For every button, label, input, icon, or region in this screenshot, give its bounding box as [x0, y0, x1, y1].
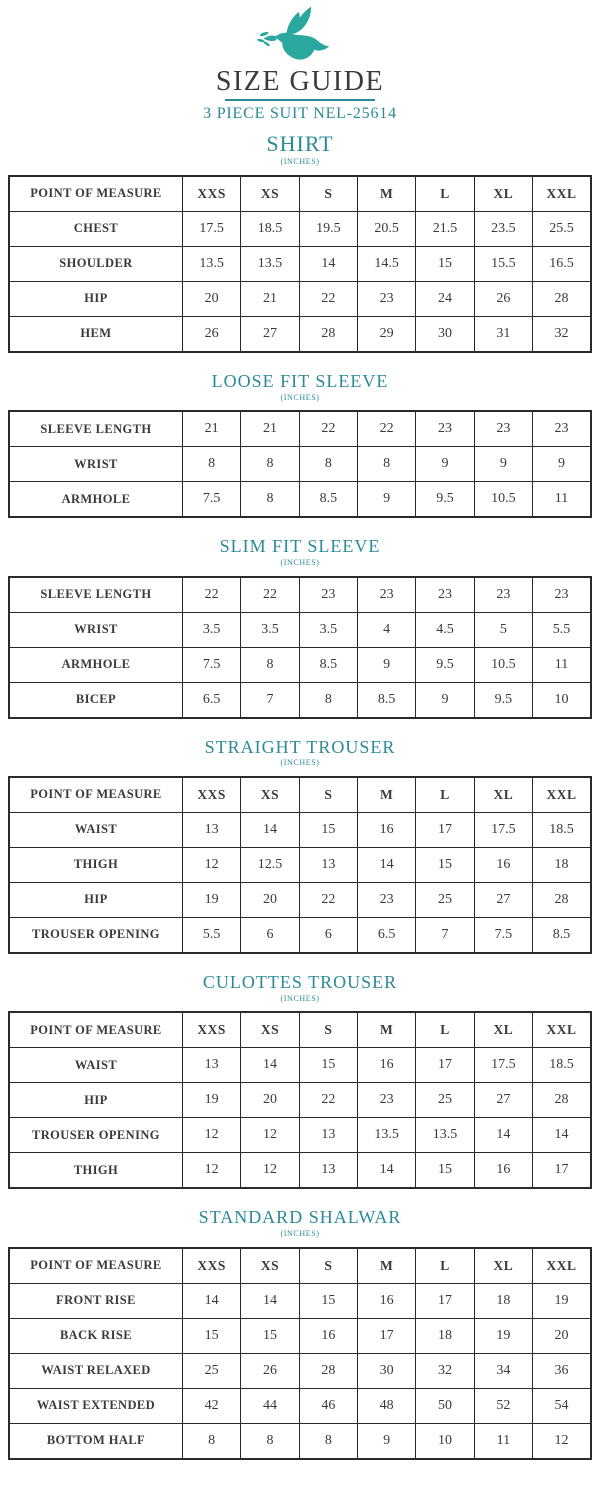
measure-value-cell: 23.5	[474, 211, 532, 246]
header	[0, 0, 600, 123]
measure-value-cell: 3.5	[182, 612, 240, 647]
measure-value-cell: 22	[299, 281, 357, 316]
measure-value-cell: 28	[533, 882, 591, 917]
measure-value-cell: 8.5	[299, 482, 357, 518]
measure-value-cell: 28	[533, 281, 591, 316]
measure-value-cell: 7.5	[182, 482, 240, 518]
measure-row	[9, 316, 591, 352]
measure-value-cell: 14.5	[358, 246, 416, 281]
measure-value-cell: 14	[241, 1283, 299, 1318]
measure-value-cell: 15	[299, 1283, 357, 1318]
measure-value-cell: 3.5	[299, 612, 357, 647]
measure-value-cell: 22	[182, 577, 240, 613]
measure-value-cell: 10.5	[474, 482, 532, 518]
measure-label-cell: SLEEVE LENGTH	[9, 577, 182, 613]
measure-value-cell: 15	[299, 812, 357, 847]
size-section	[0, 132, 600, 353]
measure-value-cell: 14	[182, 1283, 240, 1318]
section-title: SLIM FIT SLEEVE	[219, 536, 381, 557]
size-column-header-cell: XS	[241, 777, 299, 813]
measure-value-cell: 13	[182, 812, 240, 847]
section-title: STRAIGHT TROUSER	[204, 736, 396, 757]
measure-value-cell: 13	[182, 1048, 240, 1083]
measure-value-cell: 10	[416, 1423, 474, 1459]
measure-value-cell: 28	[533, 1083, 591, 1118]
size-header-row	[9, 1012, 591, 1048]
measure-value-cell: 14	[358, 847, 416, 882]
measure-row	[9, 1083, 591, 1118]
measure-label-cell: WRIST	[9, 447, 182, 482]
measure-value-cell: 23	[358, 882, 416, 917]
size-column-header-cell: XL	[474, 176, 532, 212]
measure-value-cell: 17.5	[474, 1048, 532, 1083]
measure-value-cell: 9.5	[416, 482, 474, 518]
measure-value-cell: 12.5	[241, 847, 299, 882]
measure-value-cell: 13.5	[358, 1118, 416, 1153]
size-column-header-cell: L	[416, 176, 474, 212]
measure-label-cell: WRIST	[9, 612, 182, 647]
measure-value-cell: 29	[358, 316, 416, 352]
measure-value-cell: 23	[416, 577, 474, 613]
size-table	[8, 175, 592, 353]
section-title: LOOSE FIT SLEEVE	[211, 370, 389, 391]
measure-value-cell: 20	[241, 882, 299, 917]
measure-value-cell: 11	[533, 647, 591, 682]
measure-value-cell: 20	[241, 1083, 299, 1118]
measure-value-cell: 10.5	[474, 647, 532, 682]
unit-label: (INCHES)	[280, 993, 320, 1003]
measure-value-cell: 8.5	[358, 682, 416, 718]
size-column-header-cell: L	[416, 777, 474, 813]
measure-value-cell: 9.5	[416, 647, 474, 682]
measure-value-cell: 8	[299, 682, 357, 718]
size-header-row	[9, 777, 591, 813]
measure-value-cell: 50	[416, 1388, 474, 1423]
measure-value-cell: 14	[474, 1118, 532, 1153]
measure-label-cell: THIGH	[9, 1153, 182, 1189]
measure-value-cell: 19	[474, 1318, 532, 1353]
measure-row	[9, 246, 591, 281]
measure-value-cell: 52	[474, 1388, 532, 1423]
measure-value-cell: 19	[533, 1283, 591, 1318]
measure-value-cell: 20.5	[358, 211, 416, 246]
measure-value-cell: 6.5	[358, 917, 416, 953]
measure-value-cell: 30	[358, 1353, 416, 1388]
measure-value-cell: 14	[299, 246, 357, 281]
section-title: CULOTTES TROUSER	[202, 971, 398, 992]
measure-label-cell: HIP	[9, 882, 182, 917]
measure-value-cell: 14	[241, 1048, 299, 1083]
measure-value-cell: 21	[241, 281, 299, 316]
measure-value-cell: 27	[241, 316, 299, 352]
measure-value-cell: 26	[241, 1353, 299, 1388]
measure-value-cell: 16.5	[533, 246, 591, 281]
measure-value-cell: 9	[474, 447, 532, 482]
measure-value-cell: 25	[416, 882, 474, 917]
size-column-header-cell: M	[358, 176, 416, 212]
measure-value-cell: 54	[533, 1388, 591, 1423]
measure-value-cell: 4.5	[416, 612, 474, 647]
measure-value-cell: 24	[416, 281, 474, 316]
measure-value-cell: 9	[358, 647, 416, 682]
measure-row	[9, 482, 591, 518]
measure-label-cell: ARMHOLE	[9, 482, 182, 518]
measure-label-cell: WAIST EXTENDED	[9, 1388, 182, 1423]
measure-value-cell: 9	[358, 1423, 416, 1459]
size-column-header-cell: M	[358, 777, 416, 813]
size-column-header-cell: M	[358, 1012, 416, 1048]
measure-value-cell: 6	[299, 917, 357, 953]
measure-value-cell: 22	[299, 1083, 357, 1118]
measure-row	[9, 882, 591, 917]
measure-label-cell: WAIST	[9, 1048, 182, 1083]
measure-value-cell: 30	[416, 316, 474, 352]
measure-label-cell: SHOULDER	[9, 246, 182, 281]
measure-value-cell: 9.5	[474, 682, 532, 718]
measure-value-cell: 3.5	[241, 612, 299, 647]
point-of-measure-header-cell: POINT OF MEASURE	[9, 176, 182, 212]
measure-label-cell: THIGH	[9, 847, 182, 882]
measure-value-cell: 5.5	[533, 612, 591, 647]
measure-value-cell: 8	[358, 447, 416, 482]
measure-row	[9, 1153, 591, 1189]
size-column-header-cell: XXS	[182, 1248, 240, 1284]
measure-value-cell: 22	[241, 577, 299, 613]
title-divider	[225, 99, 375, 101]
measure-row	[9, 577, 591, 613]
measure-value-cell: 12	[241, 1153, 299, 1189]
measure-value-cell: 15	[416, 246, 474, 281]
measure-label-cell: BACK RISE	[9, 1318, 182, 1353]
measure-value-cell: 23	[474, 577, 532, 613]
measure-value-cell: 12	[533, 1423, 591, 1459]
measure-value-cell: 15	[182, 1318, 240, 1353]
measure-row	[9, 1388, 591, 1423]
measure-value-cell: 48	[358, 1388, 416, 1423]
measure-value-cell: 17	[533, 1153, 591, 1189]
measure-row	[9, 612, 591, 647]
size-column-header-cell: M	[358, 1248, 416, 1284]
sections-container	[0, 132, 600, 1460]
measure-value-cell: 9	[533, 447, 591, 482]
measure-value-cell: 18.5	[533, 1048, 591, 1083]
measure-value-cell: 23	[474, 411, 532, 447]
measure-label-cell: BOTTOM HALF	[9, 1423, 182, 1459]
measure-value-cell: 22	[358, 411, 416, 447]
measure-value-cell: 27	[474, 882, 532, 917]
measure-value-cell: 8	[241, 1423, 299, 1459]
point-of-measure-header-cell: POINT OF MEASURE	[9, 1012, 182, 1048]
size-column-header-cell: XXL	[533, 1248, 591, 1284]
measure-value-cell: 26	[474, 281, 532, 316]
point-of-measure-header-cell: POINT OF MEASURE	[9, 1248, 182, 1284]
measure-value-cell: 4	[358, 612, 416, 647]
size-column-header-cell: L	[416, 1248, 474, 1284]
measure-value-cell: 11	[533, 482, 591, 518]
measure-row	[9, 917, 591, 953]
measure-value-cell: 18.5	[241, 211, 299, 246]
measure-value-cell: 8	[241, 647, 299, 682]
section-title: SHIRT	[266, 130, 334, 156]
size-table	[8, 1247, 592, 1460]
size-column-header-cell: XXL	[533, 777, 591, 813]
measure-label-cell: WAIST	[9, 812, 182, 847]
size-column-header-cell: S	[299, 777, 357, 813]
measure-value-cell: 19	[182, 1083, 240, 1118]
measure-label-cell: TROUSER OPENING	[9, 1118, 182, 1153]
measure-row	[9, 647, 591, 682]
size-column-header-cell: XL	[474, 1012, 532, 1048]
measure-value-cell: 18	[416, 1318, 474, 1353]
measure-value-cell: 36	[533, 1353, 591, 1388]
measure-label-cell: CHEST	[9, 211, 182, 246]
measure-value-cell: 17	[416, 812, 474, 847]
measure-value-cell: 13.5	[182, 246, 240, 281]
measure-value-cell: 19	[182, 882, 240, 917]
measure-label-cell: BICEP	[9, 682, 182, 718]
measure-value-cell: 25	[416, 1083, 474, 1118]
measure-row	[9, 1048, 591, 1083]
size-table	[8, 576, 592, 719]
measure-value-cell: 5	[474, 612, 532, 647]
measure-value-cell: 17	[358, 1318, 416, 1353]
measure-value-cell: 8.5	[299, 647, 357, 682]
measure-value-cell: 18	[533, 847, 591, 882]
measure-value-cell: 32	[416, 1353, 474, 1388]
measure-value-cell: 8	[299, 1423, 357, 1459]
measure-value-cell: 15	[241, 1318, 299, 1353]
measure-value-cell: 14	[358, 1153, 416, 1189]
page-title: SIZE GUIDE	[215, 66, 385, 97]
size-table	[8, 776, 592, 954]
size-table	[8, 410, 592, 518]
measure-value-cell: 7.5	[474, 917, 532, 953]
measure-label-cell: SLEEVE LENGTH	[9, 411, 182, 447]
measure-row	[9, 281, 591, 316]
measure-value-cell: 17.5	[474, 812, 532, 847]
measure-row	[9, 1423, 591, 1459]
size-column-header-cell: XXL	[533, 1012, 591, 1048]
measure-row	[9, 1283, 591, 1318]
measure-value-cell: 13.5	[241, 246, 299, 281]
measure-value-cell: 17	[416, 1048, 474, 1083]
measure-value-cell: 5.5	[182, 917, 240, 953]
measure-value-cell: 13	[299, 847, 357, 882]
measure-value-cell: 23	[358, 1083, 416, 1118]
size-column-header-cell: XXS	[182, 777, 240, 813]
measure-value-cell: 15.5	[474, 246, 532, 281]
measure-value-cell: 12	[182, 1153, 240, 1189]
measure-value-cell: 7.5	[182, 647, 240, 682]
measure-value-cell: 28	[299, 1353, 357, 1388]
measure-value-cell: 23	[533, 411, 591, 447]
size-column-header-cell: S	[299, 1012, 357, 1048]
measure-value-cell: 7	[416, 917, 474, 953]
measure-value-cell: 17.5	[182, 211, 240, 246]
size-section	[0, 738, 600, 954]
measure-value-cell: 15	[416, 847, 474, 882]
measure-value-cell: 25.5	[533, 211, 591, 246]
measure-value-cell: 26	[182, 316, 240, 352]
measure-row	[9, 1318, 591, 1353]
measure-value-cell: 16	[474, 847, 532, 882]
measure-label-cell: WAIST RELAXED	[9, 1353, 182, 1388]
size-column-header-cell: XS	[241, 1248, 299, 1284]
measure-value-cell: 8	[299, 447, 357, 482]
size-column-header-cell: XXS	[182, 176, 240, 212]
size-column-header-cell: XXS	[182, 1012, 240, 1048]
measure-value-cell: 19.5	[299, 211, 357, 246]
measure-value-cell: 16	[299, 1318, 357, 1353]
measure-value-cell: 22	[299, 882, 357, 917]
measure-label-cell: HEM	[9, 316, 182, 352]
measure-value-cell: 13.5	[416, 1118, 474, 1153]
size-column-header-cell: XL	[474, 777, 532, 813]
measure-label-cell: HIP	[9, 281, 182, 316]
measure-value-cell: 13	[299, 1118, 357, 1153]
size-table	[8, 1011, 592, 1189]
size-header-row	[9, 176, 591, 212]
measure-value-cell: 11	[474, 1423, 532, 1459]
measure-value-cell: 14	[533, 1118, 591, 1153]
size-column-header-cell: XS	[241, 1012, 299, 1048]
measure-value-cell: 8	[182, 1423, 240, 1459]
measure-row	[9, 682, 591, 718]
measure-value-cell: 9	[416, 682, 474, 718]
measure-value-cell: 31	[474, 316, 532, 352]
measure-value-cell: 22	[299, 411, 357, 447]
measure-value-cell: 16	[358, 1283, 416, 1318]
size-section	[0, 372, 600, 518]
size-section	[0, 973, 600, 1189]
measure-value-cell: 23	[358, 577, 416, 613]
measure-value-cell: 8	[241, 482, 299, 518]
measure-label-cell: HIP	[9, 1083, 182, 1118]
measure-value-cell: 14	[241, 812, 299, 847]
measure-value-cell: 28	[299, 316, 357, 352]
unit-label: (INCHES)	[280, 157, 320, 167]
unit-label: (INCHES)	[280, 557, 320, 567]
measure-value-cell: 7	[241, 682, 299, 718]
measure-value-cell: 32	[533, 316, 591, 352]
measure-value-cell: 16	[474, 1153, 532, 1189]
measure-value-cell: 46	[299, 1388, 357, 1423]
point-of-measure-header-cell: POINT OF MEASURE	[9, 777, 182, 813]
size-column-header-cell: XS	[241, 176, 299, 212]
measure-value-cell: 12	[182, 847, 240, 882]
measure-value-cell: 27	[474, 1083, 532, 1118]
section-title: STANDARD SHALWAR	[198, 1207, 402, 1228]
measure-value-cell: 17	[416, 1283, 474, 1318]
size-column-header-cell: S	[299, 176, 357, 212]
measure-value-cell: 21	[182, 411, 240, 447]
measure-label-cell: ARMHOLE	[9, 647, 182, 682]
measure-row	[9, 847, 591, 882]
measure-value-cell: 44	[241, 1388, 299, 1423]
measure-value-cell: 15	[416, 1153, 474, 1189]
unit-label: (INCHES)	[280, 758, 320, 768]
measure-row	[9, 1118, 591, 1153]
unit-label: (INCHES)	[280, 392, 320, 402]
measure-value-cell: 21	[241, 411, 299, 447]
size-column-header-cell: XXL	[533, 176, 591, 212]
measure-value-cell: 13	[299, 1153, 357, 1189]
measure-label-cell: FRONT RISE	[9, 1283, 182, 1318]
measure-value-cell: 42	[182, 1388, 240, 1423]
measure-value-cell: 12	[241, 1118, 299, 1153]
measure-value-cell: 12	[182, 1118, 240, 1153]
size-column-header-cell: S	[299, 1248, 357, 1284]
measure-value-cell: 8.5	[533, 917, 591, 953]
measure-value-cell: 16	[358, 812, 416, 847]
size-column-header-cell: XL	[474, 1248, 532, 1284]
measure-value-cell: 10	[533, 682, 591, 718]
measure-value-cell: 25	[182, 1353, 240, 1388]
size-section	[0, 537, 600, 718]
measure-value-cell: 23	[533, 577, 591, 613]
measure-value-cell: 6.5	[182, 682, 240, 718]
dove-with-olive-branch-icon	[0, 6, 600, 66]
measure-value-cell: 23	[416, 411, 474, 447]
measure-value-cell: 21.5	[416, 211, 474, 246]
size-column-header-cell: L	[416, 1012, 474, 1048]
measure-value-cell: 23	[299, 577, 357, 613]
measure-value-cell: 20	[533, 1318, 591, 1353]
measure-value-cell: 16	[358, 1048, 416, 1083]
measure-value-cell: 9	[416, 447, 474, 482]
product-subtitle: 3 PIECE SUIT NEL-25614	[203, 105, 397, 123]
measure-label-cell: TROUSER OPENING	[9, 917, 182, 953]
measure-value-cell: 20	[182, 281, 240, 316]
measure-value-cell: 34	[474, 1353, 532, 1388]
measure-value-cell: 6	[241, 917, 299, 953]
measure-row	[9, 447, 591, 482]
measure-value-cell: 8	[241, 447, 299, 482]
size-section	[0, 1208, 600, 1459]
measure-value-cell: 9	[358, 482, 416, 518]
size-header-row	[9, 1248, 591, 1284]
unit-label: (INCHES)	[280, 1229, 320, 1239]
measure-row	[9, 211, 591, 246]
measure-value-cell: 8	[182, 447, 240, 482]
measure-value-cell: 23	[358, 281, 416, 316]
measure-row	[9, 1353, 591, 1388]
measure-row	[9, 812, 591, 847]
measure-row	[9, 411, 591, 447]
measure-value-cell: 18.5	[533, 812, 591, 847]
measure-value-cell: 15	[299, 1048, 357, 1083]
measure-value-cell: 18	[474, 1283, 532, 1318]
